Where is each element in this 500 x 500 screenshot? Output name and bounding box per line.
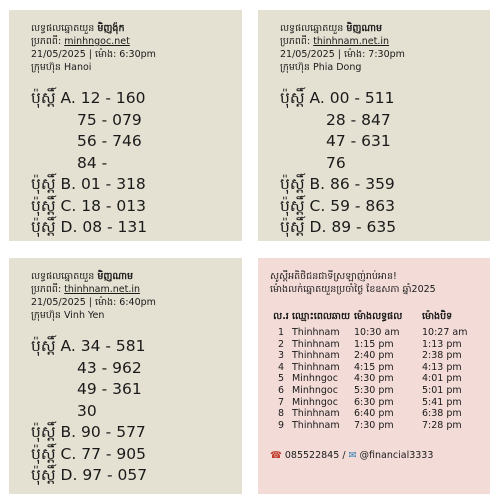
row-result-time: 7:30 pm [354, 419, 394, 431]
row-number: 5 [277, 373, 285, 385]
row-name: Thinhnam [292, 350, 340, 362]
prize-row-a-cont: 76 [326, 153, 346, 172]
contact-line: ☎ 085522845 / ✉ @financial3333 [270, 450, 434, 461]
prize-row-a-cont: 56 - 746 [77, 132, 142, 150]
row-result-time: 2:40 pm [354, 350, 394, 362]
prize-row-a: ប៉ុស្តិ៍ A. 12 - 160 [31, 89, 146, 107]
row-name: Minhngoc [292, 373, 338, 385]
card-company: ក្រុមហ៊ុន Hanoi [31, 62, 92, 73]
row-result-time: 4:15 pm [354, 361, 394, 373]
schedule-row [270, 408, 472, 420]
row-result-time: 5:30 pm [354, 384, 394, 396]
card-datetime: 21/05/2025 | ម៉ោង: 7:30pm [280, 49, 405, 60]
result-card-hanoi [9, 10, 242, 241]
prize-row-a: ប៉ុស្តិ៍ A. 00 - 511 [280, 89, 395, 107]
card-source: ប្រភពពី: minhngoc.net [31, 36, 130, 47]
card-source: ប្រភពពី: thinhnam.net.in [31, 284, 141, 295]
prize-row-b: ប៉ុស្តិ៍ B. 90 - 577 [31, 423, 146, 441]
header-number: ល.រ [273, 311, 289, 322]
prize-row-c: ប៉ុស្តិ៍ C. 18 - 013 [31, 196, 146, 215]
schedule-row [270, 362, 472, 374]
card-company: ក្រុមហ៊ុន Vinh Yen [31, 310, 105, 321]
card-datetime: 21/05/2025 | ម៉ោង: 6:40pm [31, 297, 156, 308]
chat-handle[interactable]: @financial3333 [359, 450, 434, 461]
prize-row-a-cont: 49 - 361 [77, 380, 142, 398]
row-number: 6 [277, 384, 285, 396]
row-close-time: 1:13 pm [422, 338, 462, 350]
prize-row-c: ប៉ុស្តិ៍ C. 77 - 905 [31, 444, 146, 463]
schedule-row [270, 350, 472, 362]
prize-row-a: ប៉ុស្តិ៍ A. 34 - 581 [31, 337, 146, 355]
row-number: 9 [277, 419, 285, 431]
row-name: Thinhnam [292, 419, 340, 431]
schedule-row [270, 385, 472, 397]
prize-row-d: ប៉ុស្តិ៍ D. 97 - 057 [31, 466, 148, 484]
telephone-icon: ☎ [270, 450, 282, 461]
prize-row-a-cont: 43 - 962 [77, 358, 142, 377]
row-result-time: 6:30 pm [354, 396, 394, 408]
header-result-time: ម៉ោងលទ្ធផល [354, 311, 403, 322]
prize-row-c: ប៉ុស្តិ៍ C. 59 - 863 [280, 196, 395, 215]
card-company: ក្រុមហ៊ុន Phia Dong [280, 62, 362, 73]
schedule-row [270, 373, 472, 385]
prize-row-a-cont: 84 - [77, 153, 108, 172]
row-close-time: 10:27 am [422, 327, 468, 338]
row-number: 4 [277, 361, 285, 373]
row-close-time: 7:28 pm [422, 419, 462, 431]
prize-row-a-cont: 30 [77, 401, 97, 420]
schedule-table [270, 310, 472, 431]
source-link[interactable]: thinhnam.net.in [313, 36, 390, 47]
result-card-phia-dong [258, 10, 490, 241]
schedule-title: ម៉ោងលក់ឆ្នោតយួនប្រចាំថ្ងៃ ខែឧសភា ឆ្នាំ2025 [270, 284, 436, 295]
prize-row-d: ប៉ុស្តិ៍ D. 08 - 131 [31, 218, 148, 236]
schedule-card [258, 258, 490, 494]
prize-row-d: ប៉ុស្តិ៍ D. 89 - 635 [280, 218, 397, 236]
prize-row-b: ប៉ុស្តិ៍ B. 01 - 318 [31, 175, 146, 193]
row-number: 3 [277, 350, 285, 362]
prize-row-a-cont: 47 - 631 [326, 132, 391, 150]
row-close-time: 5:41 pm [422, 396, 462, 408]
schedule-greeting: សូស្តីអតិថិជនជាទីស្រឡាញ់រាប់អាន! [270, 271, 397, 282]
row-close-time: 2:38 pm [422, 350, 462, 362]
card-title: លទ្ធផលឆ្នោតយួន មិញណាម [280, 23, 383, 34]
header-close-time: ម៉ោងបិទ [422, 311, 453, 322]
row-result-time: 4:30 pm [354, 373, 394, 385]
row-close-time: 4:01 pm [422, 373, 462, 385]
row-name: Minhngoc [292, 384, 338, 396]
row-number: 2 [277, 338, 285, 350]
prize-row-a-cont: 75 - 079 [77, 110, 142, 129]
row-close-time: 5:01 pm [422, 384, 462, 396]
schedule-row [270, 420, 472, 432]
schedule-header-row [270, 310, 472, 327]
row-result-time: 10:30 am [354, 327, 400, 338]
header-name: ឈ្មោះពេលឆាយ [292, 311, 350, 322]
row-number: 1 [277, 327, 285, 338]
source-link[interactable]: thinhnam.net.in [64, 284, 141, 295]
row-result-time: 1:15 pm [354, 338, 394, 350]
row-name: Thinhnam [292, 408, 340, 420]
source-link[interactable]: minhngoc.net [64, 36, 130, 47]
schedule-row [270, 397, 472, 409]
row-close-time: 6:38 pm [422, 408, 462, 420]
row-number: 7 [277, 396, 285, 408]
row-result-time: 6:40 pm [354, 408, 394, 420]
prize-row-a-cont: 28 - 847 [326, 110, 391, 129]
schedule-row [270, 339, 472, 351]
phone-number[interactable]: 085522845 [284, 450, 340, 461]
card-source: ប្រភពពី: thinhnam.net.in [280, 36, 390, 47]
row-name: Thinhnam [292, 338, 340, 350]
row-name: Thinhnam [292, 327, 340, 338]
row-close-time: 4:13 pm [422, 361, 462, 373]
row-name: Minhngoc [292, 396, 338, 408]
card-title: លទ្ធផលឆ្នោតយួន មិញណាម [31, 271, 134, 282]
chat-icon: ✉ [348, 450, 357, 461]
row-number: 8 [277, 408, 285, 420]
card-title: លទ្ធផលឆ្នោតយួន មិញង៉ុក [31, 23, 125, 34]
schedule-row [270, 327, 472, 339]
card-datetime: 21/05/2025 | ម៉ោង: 6:30pm [31, 49, 156, 60]
result-card-vinh-yen [9, 258, 242, 494]
prize-row-b: ប៉ុស្តិ៍ B. 86 - 359 [280, 175, 395, 193]
row-name: Thinhnam [292, 361, 340, 373]
